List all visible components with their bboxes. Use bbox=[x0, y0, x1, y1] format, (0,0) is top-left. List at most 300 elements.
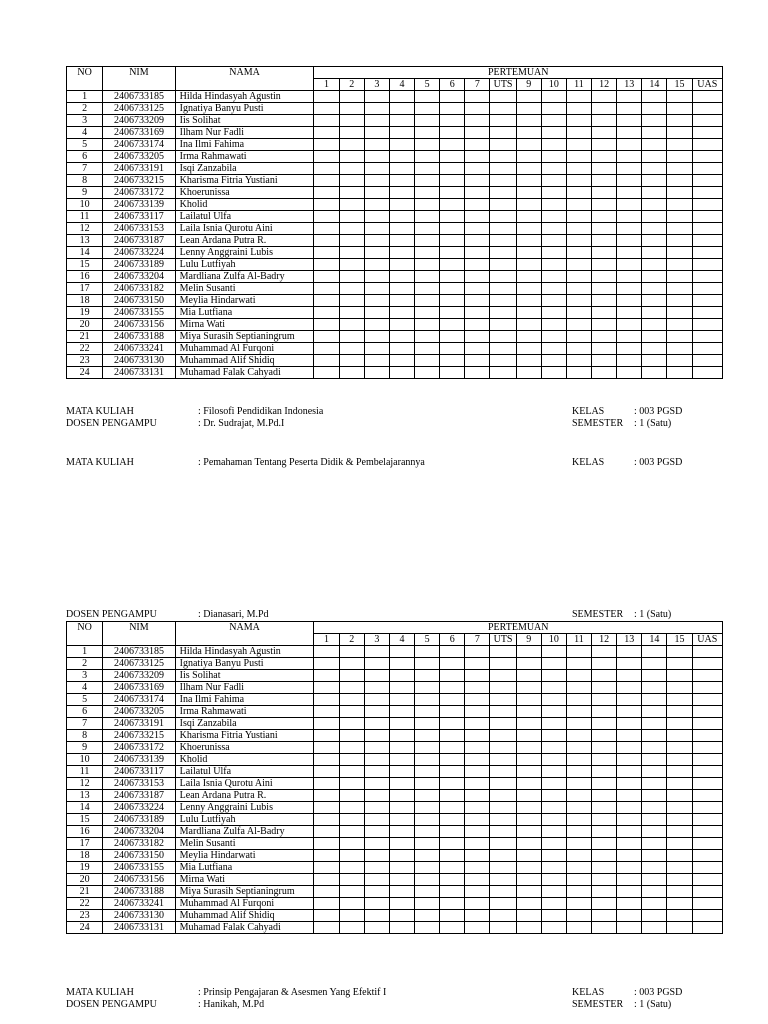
attendance-cell[interactable] bbox=[692, 766, 722, 778]
attendance-cell[interactable] bbox=[617, 223, 642, 235]
attendance-cell[interactable] bbox=[364, 754, 389, 766]
attendance-cell[interactable] bbox=[465, 802, 490, 814]
attendance-cell[interactable] bbox=[415, 874, 440, 886]
attendance-cell[interactable] bbox=[339, 343, 364, 355]
attendance-cell[interactable] bbox=[339, 223, 364, 235]
attendance-cell[interactable] bbox=[339, 694, 364, 706]
attendance-cell[interactable] bbox=[389, 343, 414, 355]
attendance-cell[interactable] bbox=[667, 682, 692, 694]
attendance-cell[interactable] bbox=[617, 886, 642, 898]
attendance-cell[interactable] bbox=[667, 922, 692, 934]
attendance-cell[interactable] bbox=[465, 367, 490, 379]
attendance-cell[interactable] bbox=[667, 838, 692, 850]
attendance-cell[interactable] bbox=[516, 694, 541, 706]
attendance-cell[interactable] bbox=[541, 886, 566, 898]
attendance-cell[interactable] bbox=[339, 922, 364, 934]
attendance-cell[interactable] bbox=[314, 319, 339, 331]
attendance-cell[interactable] bbox=[642, 235, 667, 247]
attendance-cell[interactable] bbox=[692, 742, 722, 754]
attendance-cell[interactable] bbox=[617, 826, 642, 838]
attendance-cell[interactable] bbox=[541, 694, 566, 706]
attendance-cell[interactable] bbox=[465, 766, 490, 778]
attendance-cell[interactable] bbox=[490, 283, 516, 295]
attendance-cell[interactable] bbox=[440, 259, 465, 271]
attendance-cell[interactable] bbox=[516, 778, 541, 790]
attendance-cell[interactable] bbox=[389, 199, 414, 211]
attendance-cell[interactable] bbox=[541, 139, 566, 151]
attendance-cell[interactable] bbox=[566, 682, 591, 694]
attendance-cell[interactable] bbox=[339, 235, 364, 247]
attendance-cell[interactable] bbox=[667, 910, 692, 922]
attendance-cell[interactable] bbox=[490, 898, 516, 910]
attendance-cell[interactable] bbox=[516, 766, 541, 778]
attendance-cell[interactable] bbox=[415, 103, 440, 115]
attendance-cell[interactable] bbox=[617, 367, 642, 379]
attendance-cell[interactable] bbox=[566, 151, 591, 163]
attendance-cell[interactable] bbox=[364, 850, 389, 862]
attendance-cell[interactable] bbox=[642, 814, 667, 826]
attendance-cell[interactable] bbox=[389, 802, 414, 814]
attendance-cell[interactable] bbox=[541, 247, 566, 259]
attendance-cell[interactable] bbox=[667, 307, 692, 319]
attendance-cell[interactable] bbox=[364, 886, 389, 898]
attendance-cell[interactable] bbox=[642, 247, 667, 259]
attendance-cell[interactable] bbox=[692, 814, 722, 826]
attendance-cell[interactable] bbox=[490, 826, 516, 838]
attendance-cell[interactable] bbox=[314, 367, 339, 379]
attendance-cell[interactable] bbox=[465, 151, 490, 163]
attendance-cell[interactable] bbox=[364, 766, 389, 778]
attendance-cell[interactable] bbox=[490, 259, 516, 271]
attendance-cell[interactable] bbox=[389, 670, 414, 682]
attendance-cell[interactable] bbox=[314, 790, 339, 802]
attendance-cell[interactable] bbox=[440, 826, 465, 838]
attendance-cell[interactable] bbox=[314, 103, 339, 115]
attendance-cell[interactable] bbox=[516, 259, 541, 271]
attendance-cell[interactable] bbox=[566, 235, 591, 247]
attendance-cell[interactable] bbox=[389, 658, 414, 670]
attendance-cell[interactable] bbox=[364, 682, 389, 694]
attendance-cell[interactable] bbox=[389, 247, 414, 259]
attendance-cell[interactable] bbox=[440, 862, 465, 874]
attendance-cell[interactable] bbox=[566, 331, 591, 343]
attendance-cell[interactable] bbox=[566, 175, 591, 187]
attendance-cell[interactable] bbox=[617, 874, 642, 886]
attendance-cell[interactable] bbox=[566, 742, 591, 754]
attendance-cell[interactable] bbox=[490, 211, 516, 223]
attendance-cell[interactable] bbox=[642, 295, 667, 307]
attendance-cell[interactable] bbox=[541, 187, 566, 199]
attendance-cell[interactable] bbox=[692, 103, 722, 115]
attendance-cell[interactable] bbox=[490, 706, 516, 718]
attendance-cell[interactable] bbox=[642, 199, 667, 211]
attendance-cell[interactable] bbox=[465, 814, 490, 826]
attendance-cell[interactable] bbox=[465, 223, 490, 235]
attendance-cell[interactable] bbox=[592, 922, 617, 934]
attendance-cell[interactable] bbox=[617, 259, 642, 271]
attendance-cell[interactable] bbox=[314, 658, 339, 670]
attendance-cell[interactable] bbox=[516, 127, 541, 139]
attendance-cell[interactable] bbox=[339, 187, 364, 199]
attendance-cell[interactable] bbox=[541, 127, 566, 139]
attendance-cell[interactable] bbox=[440, 211, 465, 223]
attendance-cell[interactable] bbox=[440, 199, 465, 211]
attendance-cell[interactable] bbox=[490, 343, 516, 355]
attendance-cell[interactable] bbox=[617, 187, 642, 199]
attendance-cell[interactable] bbox=[617, 331, 642, 343]
attendance-cell[interactable] bbox=[692, 91, 722, 103]
attendance-cell[interactable] bbox=[541, 343, 566, 355]
attendance-cell[interactable] bbox=[339, 910, 364, 922]
attendance-cell[interactable] bbox=[516, 139, 541, 151]
attendance-cell[interactable] bbox=[314, 706, 339, 718]
attendance-cell[interactable] bbox=[364, 223, 389, 235]
attendance-cell[interactable] bbox=[516, 790, 541, 802]
attendance-cell[interactable] bbox=[314, 187, 339, 199]
attendance-cell[interactable] bbox=[541, 151, 566, 163]
attendance-cell[interactable] bbox=[389, 922, 414, 934]
attendance-cell[interactable] bbox=[592, 103, 617, 115]
attendance-cell[interactable] bbox=[364, 862, 389, 874]
attendance-cell[interactable] bbox=[617, 343, 642, 355]
attendance-cell[interactable] bbox=[389, 742, 414, 754]
attendance-cell[interactable] bbox=[592, 766, 617, 778]
attendance-cell[interactable] bbox=[566, 826, 591, 838]
attendance-cell[interactable] bbox=[389, 259, 414, 271]
attendance-cell[interactable] bbox=[389, 355, 414, 367]
attendance-cell[interactable] bbox=[440, 754, 465, 766]
attendance-cell[interactable] bbox=[566, 706, 591, 718]
attendance-cell[interactable] bbox=[364, 790, 389, 802]
attendance-cell[interactable] bbox=[465, 295, 490, 307]
attendance-cell[interactable] bbox=[566, 115, 591, 127]
attendance-cell[interactable] bbox=[490, 694, 516, 706]
attendance-cell[interactable] bbox=[314, 331, 339, 343]
attendance-cell[interactable] bbox=[516, 898, 541, 910]
attendance-cell[interactable] bbox=[314, 211, 339, 223]
attendance-cell[interactable] bbox=[415, 175, 440, 187]
attendance-cell[interactable] bbox=[692, 259, 722, 271]
attendance-cell[interactable] bbox=[541, 778, 566, 790]
attendance-cell[interactable] bbox=[592, 682, 617, 694]
attendance-cell[interactable] bbox=[440, 838, 465, 850]
attendance-cell[interactable] bbox=[566, 187, 591, 199]
attendance-cell[interactable] bbox=[314, 235, 339, 247]
attendance-cell[interactable] bbox=[617, 151, 642, 163]
attendance-cell[interactable] bbox=[465, 139, 490, 151]
attendance-cell[interactable] bbox=[667, 175, 692, 187]
attendance-cell[interactable] bbox=[389, 646, 414, 658]
attendance-cell[interactable] bbox=[667, 163, 692, 175]
attendance-cell[interactable] bbox=[692, 331, 722, 343]
attendance-cell[interactable] bbox=[415, 331, 440, 343]
attendance-cell[interactable] bbox=[692, 910, 722, 922]
attendance-cell[interactable] bbox=[566, 319, 591, 331]
attendance-cell[interactable] bbox=[541, 175, 566, 187]
attendance-cell[interactable] bbox=[389, 886, 414, 898]
attendance-cell[interactable] bbox=[541, 802, 566, 814]
attendance-cell[interactable] bbox=[314, 802, 339, 814]
attendance-cell[interactable] bbox=[364, 283, 389, 295]
attendance-cell[interactable] bbox=[314, 199, 339, 211]
attendance-cell[interactable] bbox=[440, 718, 465, 730]
attendance-cell[interactable] bbox=[339, 127, 364, 139]
attendance-cell[interactable] bbox=[339, 319, 364, 331]
attendance-cell[interactable] bbox=[516, 175, 541, 187]
attendance-cell[interactable] bbox=[566, 910, 591, 922]
attendance-cell[interactable] bbox=[566, 343, 591, 355]
attendance-cell[interactable] bbox=[541, 223, 566, 235]
attendance-cell[interactable] bbox=[617, 706, 642, 718]
attendance-cell[interactable] bbox=[667, 862, 692, 874]
attendance-cell[interactable] bbox=[541, 283, 566, 295]
attendance-cell[interactable] bbox=[642, 175, 667, 187]
attendance-cell[interactable] bbox=[617, 910, 642, 922]
attendance-cell[interactable] bbox=[415, 862, 440, 874]
attendance-cell[interactable] bbox=[364, 247, 389, 259]
attendance-cell[interactable] bbox=[617, 742, 642, 754]
attendance-cell[interactable] bbox=[642, 742, 667, 754]
attendance-cell[interactable] bbox=[541, 706, 566, 718]
attendance-cell[interactable] bbox=[566, 163, 591, 175]
attendance-cell[interactable] bbox=[440, 343, 465, 355]
attendance-cell[interactable] bbox=[566, 247, 591, 259]
attendance-cell[interactable] bbox=[642, 259, 667, 271]
attendance-cell[interactable] bbox=[667, 802, 692, 814]
attendance-cell[interactable] bbox=[541, 742, 566, 754]
attendance-cell[interactable] bbox=[339, 658, 364, 670]
attendance-cell[interactable] bbox=[642, 355, 667, 367]
attendance-cell[interactable] bbox=[314, 814, 339, 826]
attendance-cell[interactable] bbox=[465, 754, 490, 766]
attendance-cell[interactable] bbox=[364, 730, 389, 742]
attendance-cell[interactable] bbox=[541, 295, 566, 307]
attendance-cell[interactable] bbox=[516, 247, 541, 259]
attendance-cell[interactable] bbox=[617, 658, 642, 670]
attendance-cell[interactable] bbox=[339, 151, 364, 163]
attendance-cell[interactable] bbox=[490, 790, 516, 802]
attendance-cell[interactable] bbox=[465, 343, 490, 355]
attendance-cell[interactable] bbox=[339, 367, 364, 379]
attendance-cell[interactable] bbox=[415, 163, 440, 175]
attendance-cell[interactable] bbox=[415, 115, 440, 127]
attendance-cell[interactable] bbox=[465, 790, 490, 802]
attendance-cell[interactable] bbox=[566, 199, 591, 211]
attendance-cell[interactable] bbox=[314, 766, 339, 778]
attendance-cell[interactable] bbox=[541, 319, 566, 331]
attendance-cell[interactable] bbox=[692, 682, 722, 694]
attendance-cell[interactable] bbox=[692, 790, 722, 802]
attendance-cell[interactable] bbox=[314, 730, 339, 742]
attendance-cell[interactable] bbox=[339, 307, 364, 319]
attendance-cell[interactable] bbox=[490, 778, 516, 790]
attendance-cell[interactable] bbox=[617, 922, 642, 934]
attendance-cell[interactable] bbox=[566, 283, 591, 295]
attendance-cell[interactable] bbox=[389, 814, 414, 826]
attendance-cell[interactable] bbox=[516, 235, 541, 247]
attendance-cell[interactable] bbox=[389, 778, 414, 790]
attendance-cell[interactable] bbox=[364, 838, 389, 850]
attendance-cell[interactable] bbox=[692, 826, 722, 838]
attendance-cell[interactable] bbox=[642, 886, 667, 898]
attendance-cell[interactable] bbox=[440, 898, 465, 910]
attendance-cell[interactable] bbox=[642, 271, 667, 283]
attendance-cell[interactable] bbox=[440, 706, 465, 718]
attendance-cell[interactable] bbox=[314, 826, 339, 838]
attendance-cell[interactable] bbox=[490, 766, 516, 778]
attendance-cell[interactable] bbox=[592, 670, 617, 682]
attendance-cell[interactable] bbox=[617, 730, 642, 742]
attendance-cell[interactable] bbox=[314, 175, 339, 187]
attendance-cell[interactable] bbox=[314, 742, 339, 754]
attendance-cell[interactable] bbox=[490, 307, 516, 319]
attendance-cell[interactable] bbox=[617, 802, 642, 814]
attendance-cell[interactable] bbox=[314, 694, 339, 706]
attendance-cell[interactable] bbox=[415, 355, 440, 367]
attendance-cell[interactable] bbox=[617, 778, 642, 790]
attendance-cell[interactable] bbox=[642, 706, 667, 718]
attendance-cell[interactable] bbox=[490, 670, 516, 682]
attendance-cell[interactable] bbox=[592, 163, 617, 175]
attendance-cell[interactable] bbox=[667, 139, 692, 151]
attendance-cell[interactable] bbox=[516, 658, 541, 670]
attendance-cell[interactable] bbox=[541, 271, 566, 283]
attendance-cell[interactable] bbox=[617, 718, 642, 730]
attendance-cell[interactable] bbox=[364, 355, 389, 367]
attendance-cell[interactable] bbox=[592, 355, 617, 367]
attendance-cell[interactable] bbox=[566, 646, 591, 658]
attendance-cell[interactable] bbox=[490, 886, 516, 898]
attendance-cell[interactable] bbox=[364, 826, 389, 838]
attendance-cell[interactable] bbox=[617, 319, 642, 331]
attendance-cell[interactable] bbox=[364, 670, 389, 682]
attendance-cell[interactable] bbox=[415, 802, 440, 814]
attendance-cell[interactable] bbox=[541, 235, 566, 247]
attendance-cell[interactable] bbox=[389, 91, 414, 103]
attendance-cell[interactable] bbox=[592, 802, 617, 814]
attendance-cell[interactable] bbox=[490, 247, 516, 259]
attendance-cell[interactable] bbox=[415, 838, 440, 850]
attendance-cell[interactable] bbox=[389, 718, 414, 730]
attendance-cell[interactable] bbox=[440, 235, 465, 247]
attendance-cell[interactable] bbox=[339, 766, 364, 778]
attendance-cell[interactable] bbox=[465, 103, 490, 115]
attendance-cell[interactable] bbox=[440, 163, 465, 175]
attendance-cell[interactable] bbox=[440, 658, 465, 670]
attendance-cell[interactable] bbox=[692, 283, 722, 295]
attendance-cell[interactable] bbox=[314, 295, 339, 307]
attendance-cell[interactable] bbox=[516, 211, 541, 223]
attendance-cell[interactable] bbox=[592, 211, 617, 223]
attendance-cell[interactable] bbox=[642, 103, 667, 115]
attendance-cell[interactable] bbox=[667, 778, 692, 790]
attendance-cell[interactable] bbox=[516, 670, 541, 682]
attendance-cell[interactable] bbox=[667, 115, 692, 127]
attendance-cell[interactable] bbox=[566, 790, 591, 802]
attendance-cell[interactable] bbox=[440, 187, 465, 199]
attendance-cell[interactable] bbox=[415, 223, 440, 235]
attendance-cell[interactable] bbox=[617, 862, 642, 874]
attendance-cell[interactable] bbox=[566, 874, 591, 886]
attendance-cell[interactable] bbox=[667, 790, 692, 802]
attendance-cell[interactable] bbox=[389, 910, 414, 922]
attendance-cell[interactable] bbox=[339, 838, 364, 850]
attendance-cell[interactable] bbox=[592, 331, 617, 343]
attendance-cell[interactable] bbox=[667, 199, 692, 211]
attendance-cell[interactable] bbox=[516, 826, 541, 838]
attendance-cell[interactable] bbox=[692, 187, 722, 199]
attendance-cell[interactable] bbox=[617, 271, 642, 283]
attendance-cell[interactable] bbox=[465, 742, 490, 754]
attendance-cell[interactable] bbox=[490, 103, 516, 115]
attendance-cell[interactable] bbox=[541, 331, 566, 343]
attendance-cell[interactable] bbox=[642, 127, 667, 139]
attendance-cell[interactable] bbox=[440, 790, 465, 802]
attendance-cell[interactable] bbox=[617, 247, 642, 259]
attendance-cell[interactable] bbox=[667, 886, 692, 898]
attendance-cell[interactable] bbox=[465, 694, 490, 706]
attendance-cell[interactable] bbox=[339, 802, 364, 814]
attendance-cell[interactable] bbox=[465, 235, 490, 247]
attendance-cell[interactable] bbox=[364, 103, 389, 115]
attendance-cell[interactable] bbox=[465, 862, 490, 874]
attendance-cell[interactable] bbox=[440, 307, 465, 319]
attendance-cell[interactable] bbox=[440, 283, 465, 295]
attendance-cell[interactable] bbox=[692, 718, 722, 730]
attendance-cell[interactable] bbox=[692, 898, 722, 910]
attendance-cell[interactable] bbox=[692, 235, 722, 247]
attendance-cell[interactable] bbox=[415, 646, 440, 658]
attendance-cell[interactable] bbox=[389, 127, 414, 139]
attendance-cell[interactable] bbox=[490, 910, 516, 922]
attendance-cell[interactable] bbox=[440, 742, 465, 754]
attendance-cell[interactable] bbox=[415, 307, 440, 319]
attendance-cell[interactable] bbox=[364, 874, 389, 886]
attendance-cell[interactable] bbox=[592, 826, 617, 838]
attendance-cell[interactable] bbox=[566, 658, 591, 670]
attendance-cell[interactable] bbox=[692, 199, 722, 211]
attendance-cell[interactable] bbox=[415, 826, 440, 838]
attendance-cell[interactable] bbox=[541, 259, 566, 271]
attendance-cell[interactable] bbox=[566, 139, 591, 151]
attendance-cell[interactable] bbox=[465, 163, 490, 175]
attendance-cell[interactable] bbox=[667, 247, 692, 259]
attendance-cell[interactable] bbox=[667, 850, 692, 862]
attendance-cell[interactable] bbox=[339, 646, 364, 658]
attendance-cell[interactable] bbox=[465, 826, 490, 838]
attendance-cell[interactable] bbox=[592, 694, 617, 706]
attendance-cell[interactable] bbox=[364, 175, 389, 187]
attendance-cell[interactable] bbox=[314, 778, 339, 790]
attendance-cell[interactable] bbox=[667, 259, 692, 271]
attendance-cell[interactable] bbox=[389, 862, 414, 874]
attendance-cell[interactable] bbox=[314, 127, 339, 139]
attendance-cell[interactable] bbox=[465, 778, 490, 790]
attendance-cell[interactable] bbox=[541, 718, 566, 730]
attendance-cell[interactable] bbox=[465, 730, 490, 742]
attendance-cell[interactable] bbox=[516, 730, 541, 742]
attendance-cell[interactable] bbox=[389, 898, 414, 910]
attendance-cell[interactable] bbox=[592, 754, 617, 766]
attendance-cell[interactable] bbox=[667, 319, 692, 331]
attendance-cell[interactable] bbox=[692, 886, 722, 898]
attendance-cell[interactable] bbox=[364, 331, 389, 343]
attendance-cell[interactable] bbox=[364, 343, 389, 355]
attendance-cell[interactable] bbox=[692, 658, 722, 670]
attendance-cell[interactable] bbox=[339, 91, 364, 103]
attendance-cell[interactable] bbox=[541, 898, 566, 910]
attendance-cell[interactable] bbox=[617, 838, 642, 850]
